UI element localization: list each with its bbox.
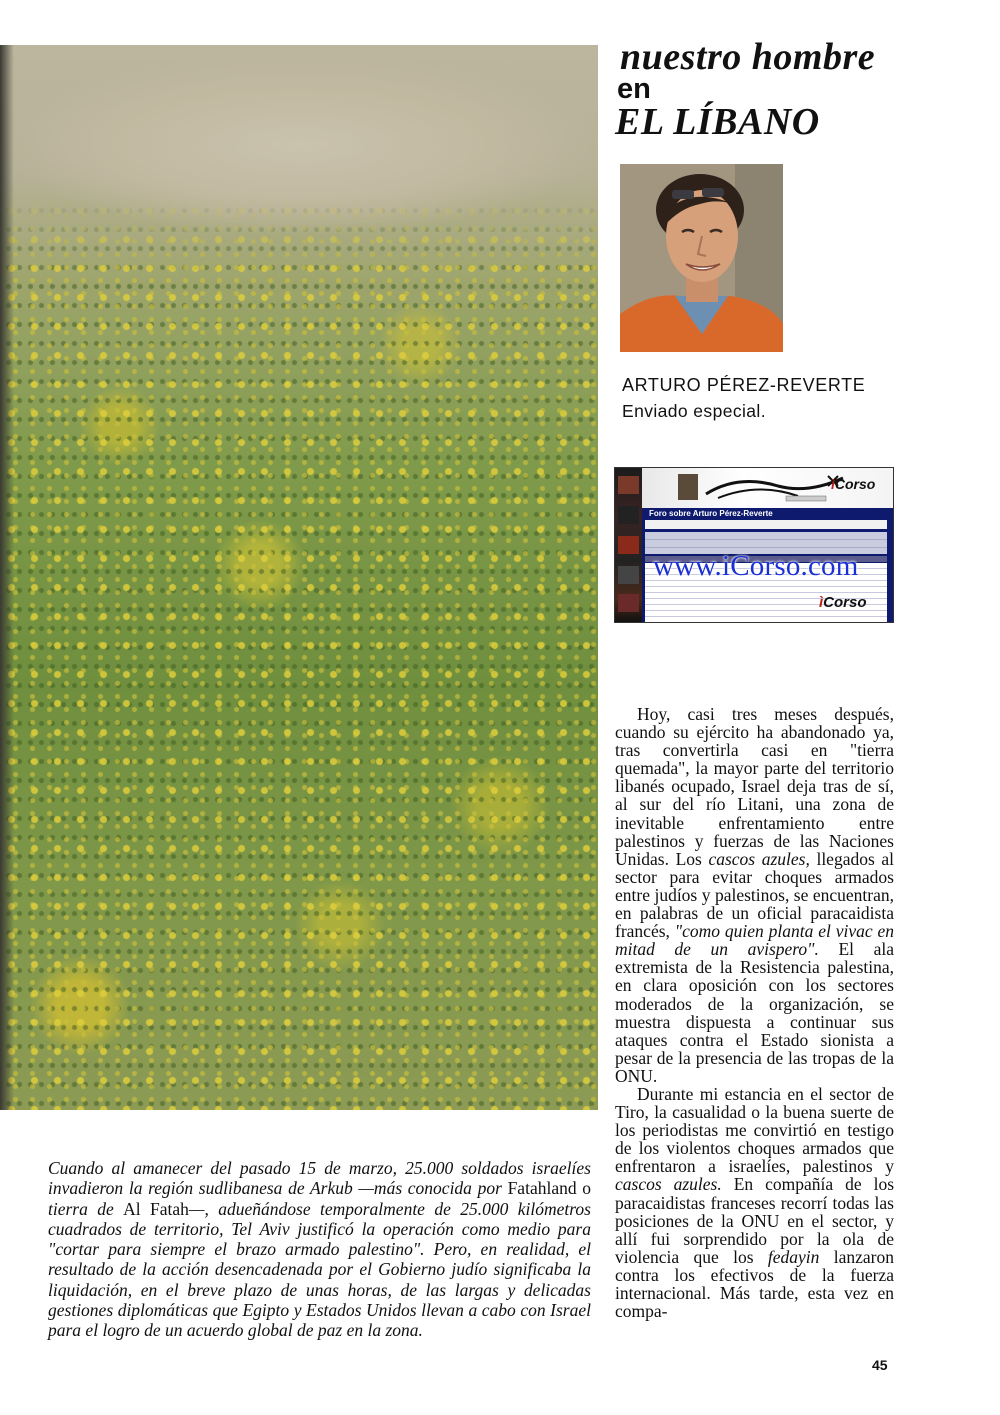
article-text-italic: cascos azules. [615, 1174, 722, 1195]
corso-mark-icon: ì [819, 594, 824, 611]
article-text-italic: cascos azules, [708, 848, 810, 869]
flowers-photo [0, 45, 598, 1110]
ad-sidebar-thumb [618, 506, 639, 524]
corso-mark-icon: ì [831, 476, 835, 492]
flowers-texture [0, 45, 598, 1110]
ad-sidebar [615, 468, 642, 622]
icorso-website-ad[interactable] [614, 467, 894, 623]
ad-url-link[interactable]: www.iCorso.com [653, 550, 859, 582]
title-line-2: en [617, 73, 651, 105]
caption-text: Fatahland o [507, 1178, 591, 1199]
article-text: Durante mi estancia en el sector de Tiro, la casualidad o la buena suerte de los periodistas me convirtió en testigo de los violentos choques armados que enfrentaron a israelíes, palestinos y [615, 1083, 894, 1177]
article-text: El ala extremista de la Resistencia palestina, en clara oposición con los sectores moderados de la organización, se muestra dispuesta a continuar sus ataques contra el Estado sionista a pesar de la presencia de las tropas de la ONU. [615, 939, 894, 1086]
portrait-illustration [620, 164, 783, 352]
ad-forum-subtitle-bar [645, 520, 887, 529]
caption-text: Cuando al amanecer del pasado 15 de marzo, 25.000 soldados israelíes invadieron la región sudlibanesa de Arkub —más conocida por [48, 1158, 591, 1199]
caption-text: tierra de [48, 1198, 124, 1219]
article-text: lanzaron contra los efectivos de la fuerza internacional. Más tarde, esta vez en compa- [615, 1246, 894, 1322]
ad-header-logo [831, 476, 885, 502]
ad-corso-logo-text: Corso [823, 594, 867, 611]
ad-header [642, 468, 893, 508]
article-text-italic: "como quien planta el vivac en mitad de un avispero". [615, 921, 894, 960]
ad-sidebar-thumb [618, 536, 639, 554]
article-text: En compañía de los paracaidistas franceses recorrí todas las posiciones de la ONU en el sector, y allí fui sorprendido por la ola de violencia que los [615, 1174, 895, 1267]
article-paragraph [615, 705, 894, 1085]
photo-caption-paragraph [48, 1158, 591, 1341]
ad-sidebar-thumb [618, 566, 639, 584]
caption-text: —, adueñándose temporalmente de 25.000 kilómetros cuadrados de territorio, Tel Aviv justificó la operación como medio para "cortar para siempre el brazo armado palestino". Pero, en realidad, el resultado de la acción desencadenada por el Gobierno judío significaba la liquidación, en el breve plazo de unas horas, de las largas y delicadas gestiones diplomáticas que Egipto y Estados Unidos llevan a cabo con Israel para el logro de un acuerdo global de paz en la zona. [48, 1198, 591, 1341]
ad-sidebar-thumb [618, 476, 639, 494]
title-line-3: EL LÍBANO [615, 101, 820, 143]
ad-corso-logo [819, 588, 867, 618]
article-text-italic: fedayin [767, 1246, 820, 1267]
article-text: llegados al sector para evitar choques armados entre judíos y palestinos, se encuentran, en palabras de un oficial paracaidista francés, [615, 848, 895, 942]
author-role: Enviado especial. [622, 401, 766, 421]
ad-sidebar-thumb [618, 594, 639, 612]
ad-forum-title: Foro sobre Arturo Pérez-Reverte [649, 509, 773, 518]
title-line-1: nuestro hombre [620, 36, 876, 78]
ad-header-doodle [678, 472, 848, 506]
article-text: Hoy, casi tres meses después, cuando su ejército ha abandonado ya, tras convertirla casi en "tierra quemada", la mayor parte del territorio libanés ocupado, Israel deja tras de sí, al sur del río Litani, una zona de inevitable enfrentamiento entre palestinos y fuerzas de las Naciones Unidas. Los [615, 704, 894, 869]
ad-header-logo-text: Corso [834, 476, 876, 492]
page-number: 45 [872, 1357, 888, 1373]
article-paragraph [615, 1085, 894, 1320]
author-portrait [620, 164, 783, 352]
article-body-column [615, 705, 894, 1320]
photo-edge-shadow [0, 45, 14, 1110]
caption-text: Al Fatah [123, 1198, 189, 1219]
author-name: ARTURO PÉREZ-REVERTE [622, 375, 866, 395]
